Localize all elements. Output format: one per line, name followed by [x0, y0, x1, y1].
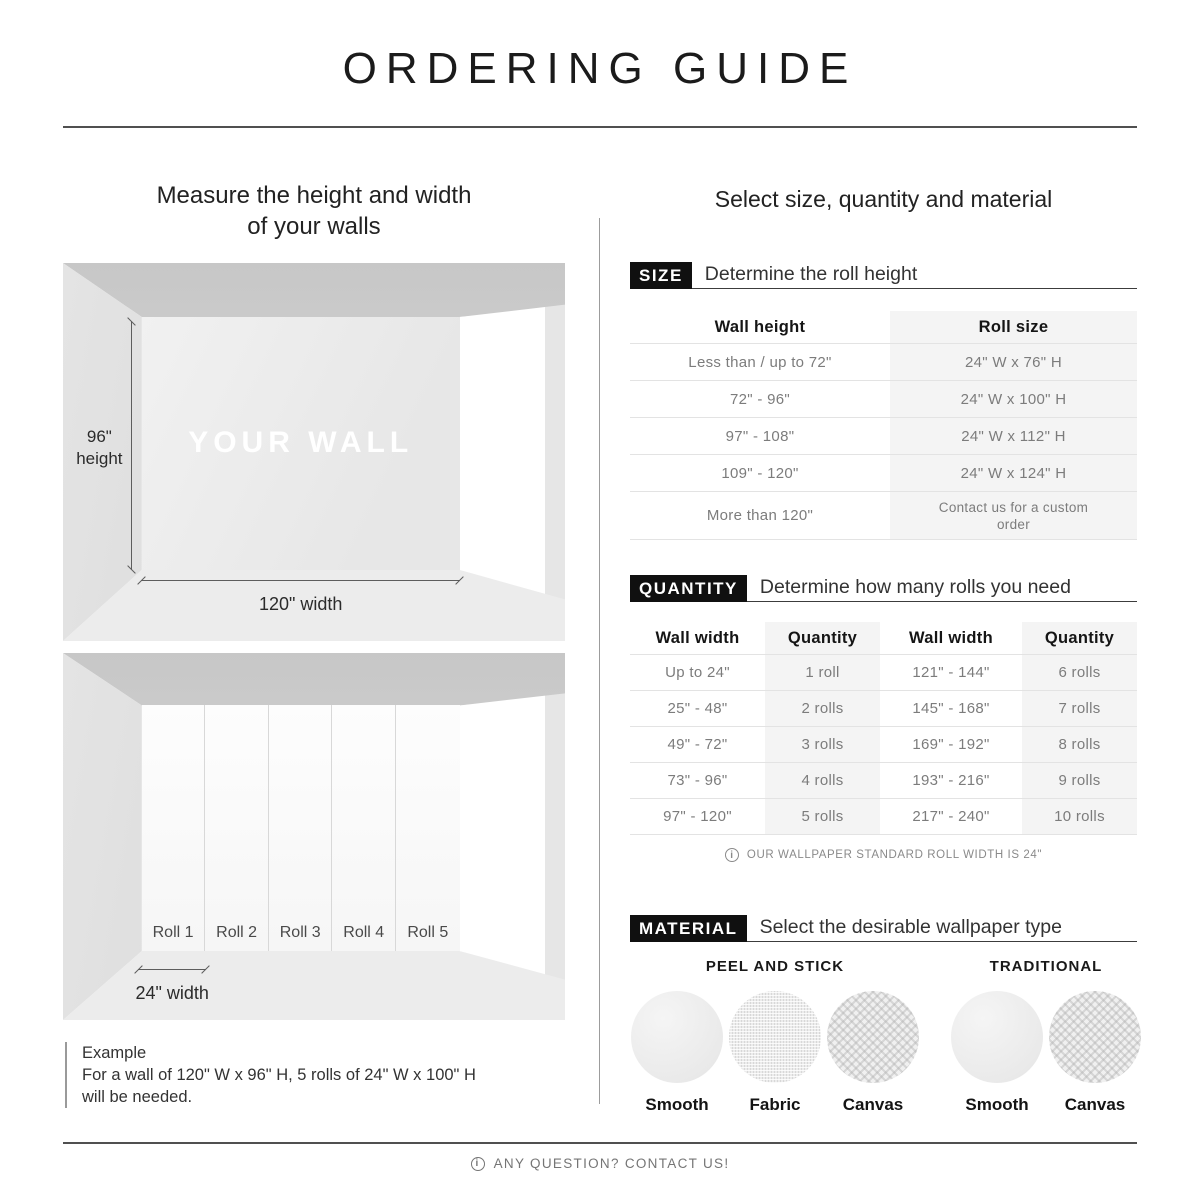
swatch-label: Smooth	[645, 1095, 709, 1114]
quantity-subtitle: Determine how many rolls you need	[759, 575, 1071, 598]
qty-cell: 217" - 240"	[880, 798, 1022, 834]
qty-cell: 7 rolls	[1022, 690, 1137, 726]
your-wall-caption: YOUR WALL	[188, 426, 414, 460]
swatch-fabric	[728, 991, 822, 1115]
size-row-roll: 24" W x 76" H	[890, 343, 1137, 380]
qty-cell: 1 roll	[765, 654, 880, 690]
qty-cell: 6 rolls	[1022, 654, 1137, 690]
swatch-smooth	[950, 991, 1044, 1115]
height-dimension-line	[131, 321, 132, 570]
quantity-table	[630, 622, 1137, 835]
roll-label: Roll 5	[407, 923, 449, 941]
measure-heading-line2: of your walls	[247, 213, 381, 240]
qty-col-header: Quantity	[1022, 622, 1137, 654]
qty-cell: 169" - 192"	[880, 726, 1022, 762]
material-subtitle: Select the desirable wallpaper type	[759, 915, 1062, 938]
example-note	[65, 1042, 535, 1108]
qty-cell: 10 rolls	[1022, 798, 1137, 834]
footer-contact	[0, 1156, 1200, 1171]
qty-cell: 5 rolls	[765, 798, 880, 834]
qty-col-header: Quantity	[765, 622, 880, 654]
material-groups	[630, 958, 1137, 1115]
qty-col-header: Wall width	[655, 628, 740, 647]
height-value: 96"	[86, 426, 112, 446]
qty-cell: 3 rolls	[765, 726, 880, 762]
qty-cell: 97" - 120"	[630, 798, 765, 834]
swatch-label: Fabric	[749, 1095, 801, 1114]
material-group-name: PEEL AND STICK	[705, 958, 845, 975]
custom-order-text: Contact us for a custom order	[938, 499, 1089, 532]
qty-cell: 2 rolls	[765, 690, 880, 726]
swatch-canvas	[826, 991, 920, 1115]
size-row-wall: 72" - 96"	[630, 380, 890, 417]
fabric-texture-icon	[729, 991, 821, 1083]
qty-cell: 9 rolls	[1022, 762, 1137, 798]
material-group-peel-and-stick	[630, 958, 920, 1115]
material-section	[630, 915, 1137, 1115]
roll-panel	[396, 705, 460, 951]
example-line1: For a wall of 120" W x 96" H, 5 rolls of 24" W x 100" H	[82, 1066, 476, 1084]
swatch-label: Canvas	[842, 1095, 904, 1114]
qty-cell: 145" - 168"	[880, 690, 1022, 726]
roll-width-dimension-line	[138, 969, 205, 970]
size-section-header	[630, 262, 1137, 289]
height-word: height	[76, 449, 123, 469]
qty-cell: 49" - 72"	[630, 726, 765, 762]
size-col-header-roll-size: Roll size	[890, 311, 1137, 343]
quantity-badge: QUANTITY	[630, 575, 747, 602]
quantity-section-header	[630, 575, 1137, 602]
size-badge: SIZE	[630, 262, 692, 289]
qty-cell: 4 rolls	[765, 762, 880, 798]
size-table	[630, 311, 1137, 540]
size-row-wall: More than 120"	[630, 491, 890, 539]
size-row-roll: 24" W x 112" H	[890, 417, 1137, 454]
roll-label: Roll 1	[152, 923, 194, 941]
size-subtitle: Determine the roll height	[704, 262, 918, 285]
material-group-traditional	[950, 958, 1142, 1115]
size-section	[630, 262, 1137, 540]
roll-label: Roll 3	[279, 923, 321, 941]
swatch-canvas	[1048, 991, 1142, 1115]
select-heading: Select size, quantity and material	[714, 186, 1053, 212]
top-divider	[63, 126, 1137, 128]
quantity-section	[630, 575, 1137, 835]
size-row-wall: Less than / up to 72"	[630, 343, 890, 380]
swatch-row	[950, 991, 1142, 1115]
canvas-texture-icon	[1049, 991, 1141, 1083]
roll-panel	[332, 705, 396, 951]
roll-width-note-text: OUR WALLPAPER STANDARD ROLL WIDTH IS 24"	[746, 849, 1043, 861]
width-dimension-label: 120" width	[258, 593, 343, 614]
qty-cell: Up to 24"	[630, 654, 765, 690]
page-title: ORDERING GUIDE	[342, 44, 858, 93]
canvas-texture-icon	[827, 991, 919, 1083]
material-section-header	[630, 915, 1137, 942]
roll-panel	[269, 705, 333, 951]
info-icon	[725, 848, 739, 862]
measure-heading-line1: Measure the height and width	[156, 182, 472, 209]
size-row-wall: 109" - 120"	[630, 454, 890, 491]
material-badge: MATERIAL	[630, 915, 747, 942]
column-divider	[599, 218, 600, 1104]
example-title: Example	[82, 1044, 147, 1062]
qty-col-header: Wall width	[909, 628, 993, 647]
footer-contact-text: ANY QUESTION? CONTACT US!	[493, 1156, 730, 1171]
roll-width-note	[630, 848, 1137, 862]
swatch-label: Canvas	[1064, 1095, 1126, 1114]
room-illustration-rolls	[63, 653, 565, 1020]
roll-panel	[142, 705, 206, 951]
roll-panel	[205, 705, 269, 951]
room-illustration-your-wall	[63, 263, 565, 641]
info-icon	[471, 1157, 485, 1171]
size-row-roll	[890, 491, 1137, 539]
swatch-label: Smooth	[965, 1095, 1029, 1114]
height-dimension-label	[71, 426, 129, 472]
qty-cell: 8 rolls	[1022, 726, 1137, 762]
bottom-divider	[63, 1142, 1137, 1144]
roll-label: Roll 2	[216, 923, 258, 941]
roll-label: Roll 4	[343, 923, 385, 941]
swatch-smooth	[630, 991, 724, 1115]
measure-heading	[63, 180, 565, 242]
qty-cell: 73" - 96"	[630, 762, 765, 798]
smooth-texture-icon	[951, 991, 1043, 1083]
size-row-wall: 97" - 108"	[630, 417, 890, 454]
example-line2: will be needed.	[82, 1088, 193, 1106]
width-dimension-line	[141, 580, 460, 581]
size-col-header-wall-height: Wall height	[714, 317, 806, 336]
roll-width-dimension-label: 24" width	[135, 983, 209, 1004]
size-row-roll: 24" W x 100" H	[890, 380, 1137, 417]
material-group-name: TRADITIONAL	[989, 958, 1103, 975]
qty-cell: 121" - 144"	[880, 654, 1022, 690]
roll-panels	[142, 705, 460, 951]
qty-cell: 193" - 216"	[880, 762, 1022, 798]
size-row-roll: 24" W x 124" H	[890, 454, 1137, 491]
swatch-row	[630, 991, 920, 1115]
smooth-texture-icon	[631, 991, 723, 1083]
qty-cell: 25" - 48"	[630, 690, 765, 726]
